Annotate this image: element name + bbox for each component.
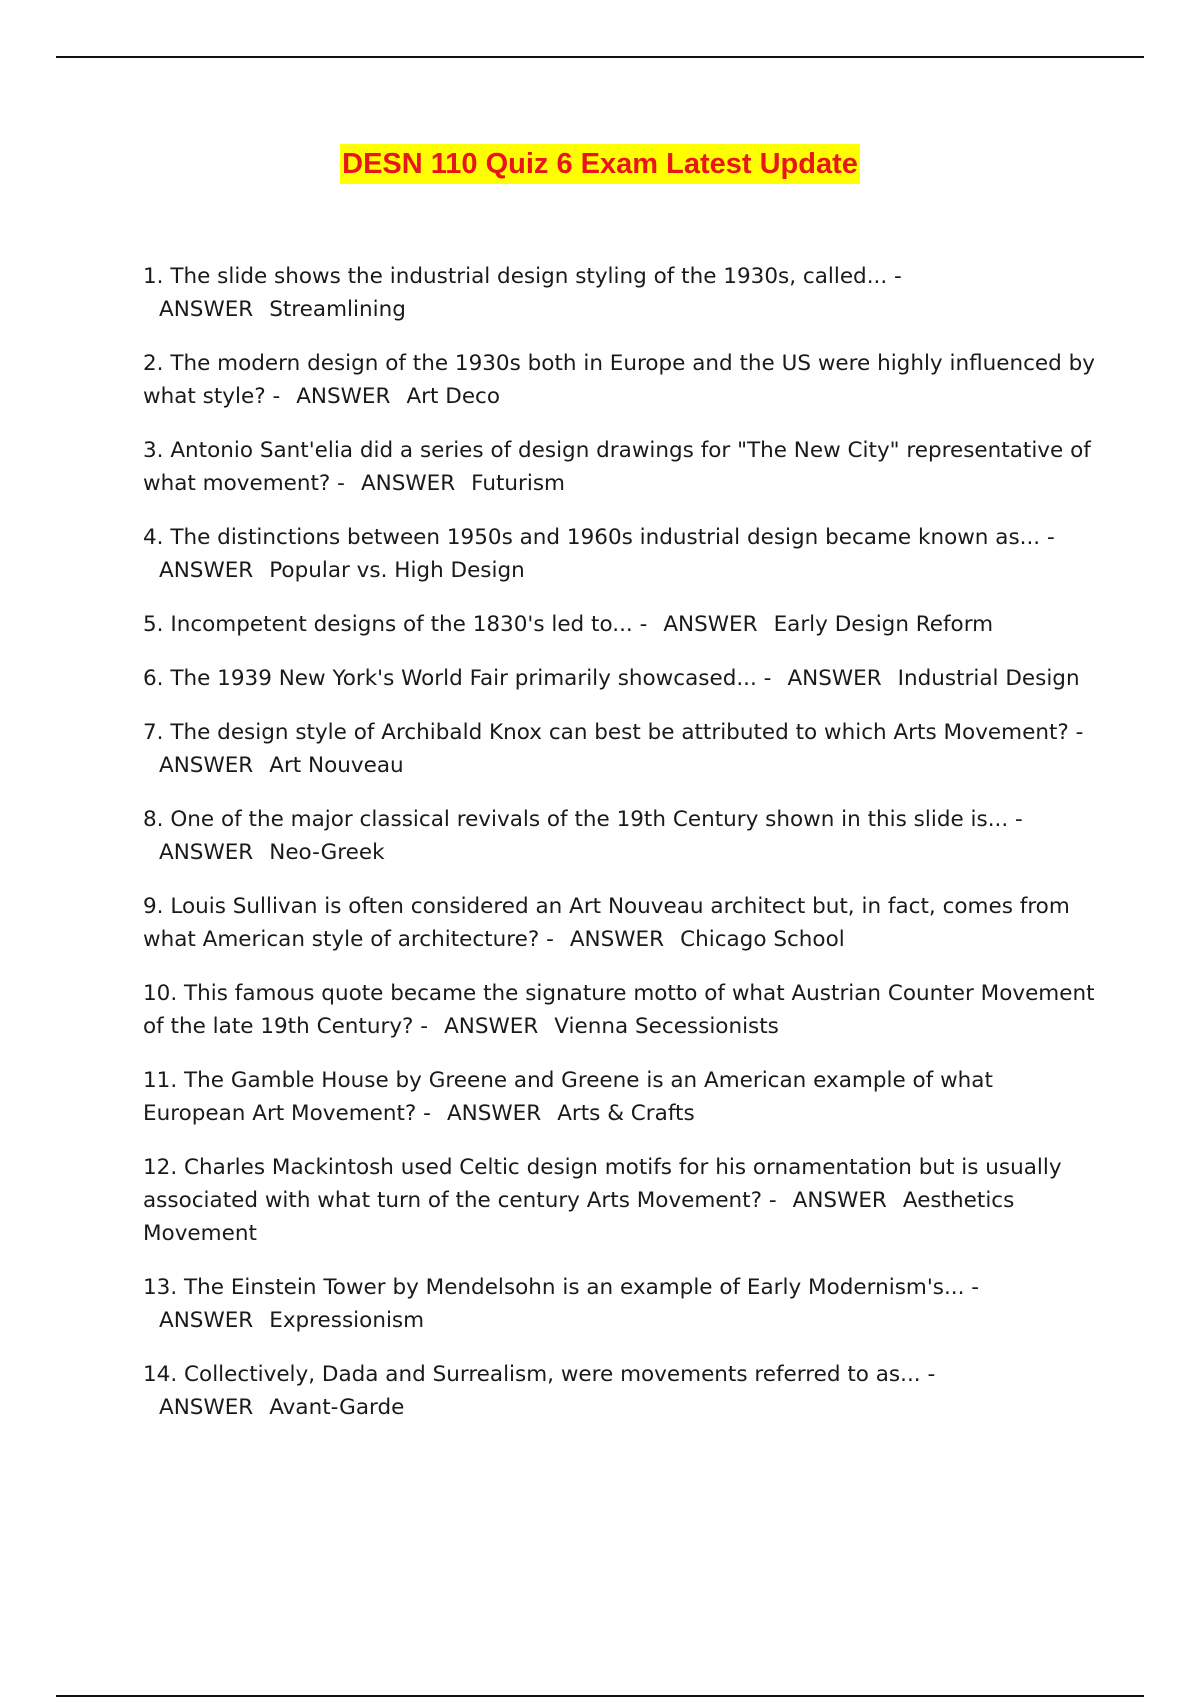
qa-item-5 [143, 608, 1098, 641]
bottom-divider [56, 1695, 1144, 1697]
answer-text: Chicago School [680, 927, 845, 952]
answer-text: Art Deco [406, 384, 501, 409]
answer-label: ANSWER [159, 1308, 254, 1333]
question-text: 1. The slide shows the industrial design styling of the 1930s, called... - [143, 264, 902, 289]
top-divider [56, 56, 1144, 58]
question-text: 13. The Einstein Tower by Mendelsohn is an example of Early Modernism's... - [143, 1275, 980, 1300]
question-text: 14. Collectively, Dada and Surrealism, were movements referred to as... - [143, 1362, 936, 1387]
question-text: 4. The distinctions between 1950s and 1960s industrial design became known as... - [143, 525, 1055, 550]
question-text: 11. The Gamble House by Greene and Greene is an American example of what European Art Movement? - [143, 1068, 993, 1126]
qa-item-8 [143, 803, 1098, 869]
answer-text: Neo-Greek [269, 840, 385, 865]
answer-text: Aesthetics Movement [143, 1188, 1015, 1246]
answer-label: ANSWER [159, 297, 254, 322]
title-container [0, 144, 1200, 184]
qa-item-14 [143, 1358, 1098, 1424]
answer-label: ANSWER [444, 1014, 539, 1039]
answer-text: Industrial Design [897, 666, 1080, 691]
qa-item-7 [143, 716, 1098, 782]
answer-label: ANSWER [569, 927, 665, 952]
question-text: 12. Charles Mackintosh used Celtic design motifs for his ornamentation but is usually associated with what turn of the century Arts Movement? - [143, 1155, 1062, 1213]
document-title: DESN 110 Quiz 6 Exam Latest Update [340, 144, 860, 184]
question-text: 6. The 1939 New York's World Fair primarily showcased... - [143, 666, 772, 691]
answer-text: Arts & Crafts [557, 1101, 695, 1126]
question-text: 2. The modern design of the 1930s both in Europe and the US were highly influenced by what style? - [143, 351, 1096, 409]
question-text: 8. One of the major classical revivals of the 19th Century shown in this slide is... - [143, 807, 1023, 832]
qa-item-12 [143, 1151, 1098, 1250]
qa-item-3 [143, 434, 1098, 500]
answer-label: ANSWER [159, 840, 254, 865]
answer-text: Early Design Reform [773, 612, 994, 637]
question-text: 5. Incompetent designs of the 1830's led to... - [143, 612, 648, 637]
qa-item-1 [143, 260, 1098, 326]
qa-item-2 [143, 347, 1098, 413]
answer-text: Popular vs. High Design [269, 558, 525, 583]
answer-label: ANSWER [663, 612, 758, 637]
question-text: 9. Louis Sullivan is often considered an Art Nouveau architect but, in fact, comes from what American style of architecture? - [143, 894, 1070, 952]
answer-text: Avant-Garde [269, 1395, 405, 1420]
answer-text: Futurism [471, 471, 566, 496]
qa-item-6 [143, 662, 1098, 695]
answer-label: ANSWER [159, 753, 254, 778]
answer-text: Vienna Secessionists [554, 1014, 779, 1039]
question-text: 10. This famous quote became the signature motto of what Austrian Counter Movement of the late 19th Century? - [143, 981, 1095, 1039]
answer-label: ANSWER [296, 384, 391, 409]
qa-item-13 [143, 1271, 1098, 1337]
answer-label: ANSWER [159, 558, 254, 583]
question-text: 7. The design style of Archibald Knox can best be attributed to which Arts Movement? - [143, 720, 1084, 745]
answer-label: ANSWER [792, 1188, 887, 1213]
answer-label: ANSWER [787, 666, 882, 691]
question-text: 3. Antonio Sant'elia did a series of design drawings for "The New City" representative of what movement? - [143, 438, 1091, 496]
qa-item-11 [143, 1064, 1098, 1130]
answer-label: ANSWER [360, 471, 456, 496]
qa-item-9 [143, 890, 1098, 956]
qa-item-4 [143, 521, 1098, 587]
answer-text: Expressionism [269, 1308, 425, 1333]
answer-text: Streamlining [269, 297, 406, 322]
answer-label: ANSWER [159, 1395, 254, 1420]
qa-item-10 [143, 977, 1098, 1043]
answer-text: Art Nouveau [269, 753, 404, 778]
question-list [143, 260, 1098, 1445]
answer-label: ANSWER [446, 1101, 542, 1126]
